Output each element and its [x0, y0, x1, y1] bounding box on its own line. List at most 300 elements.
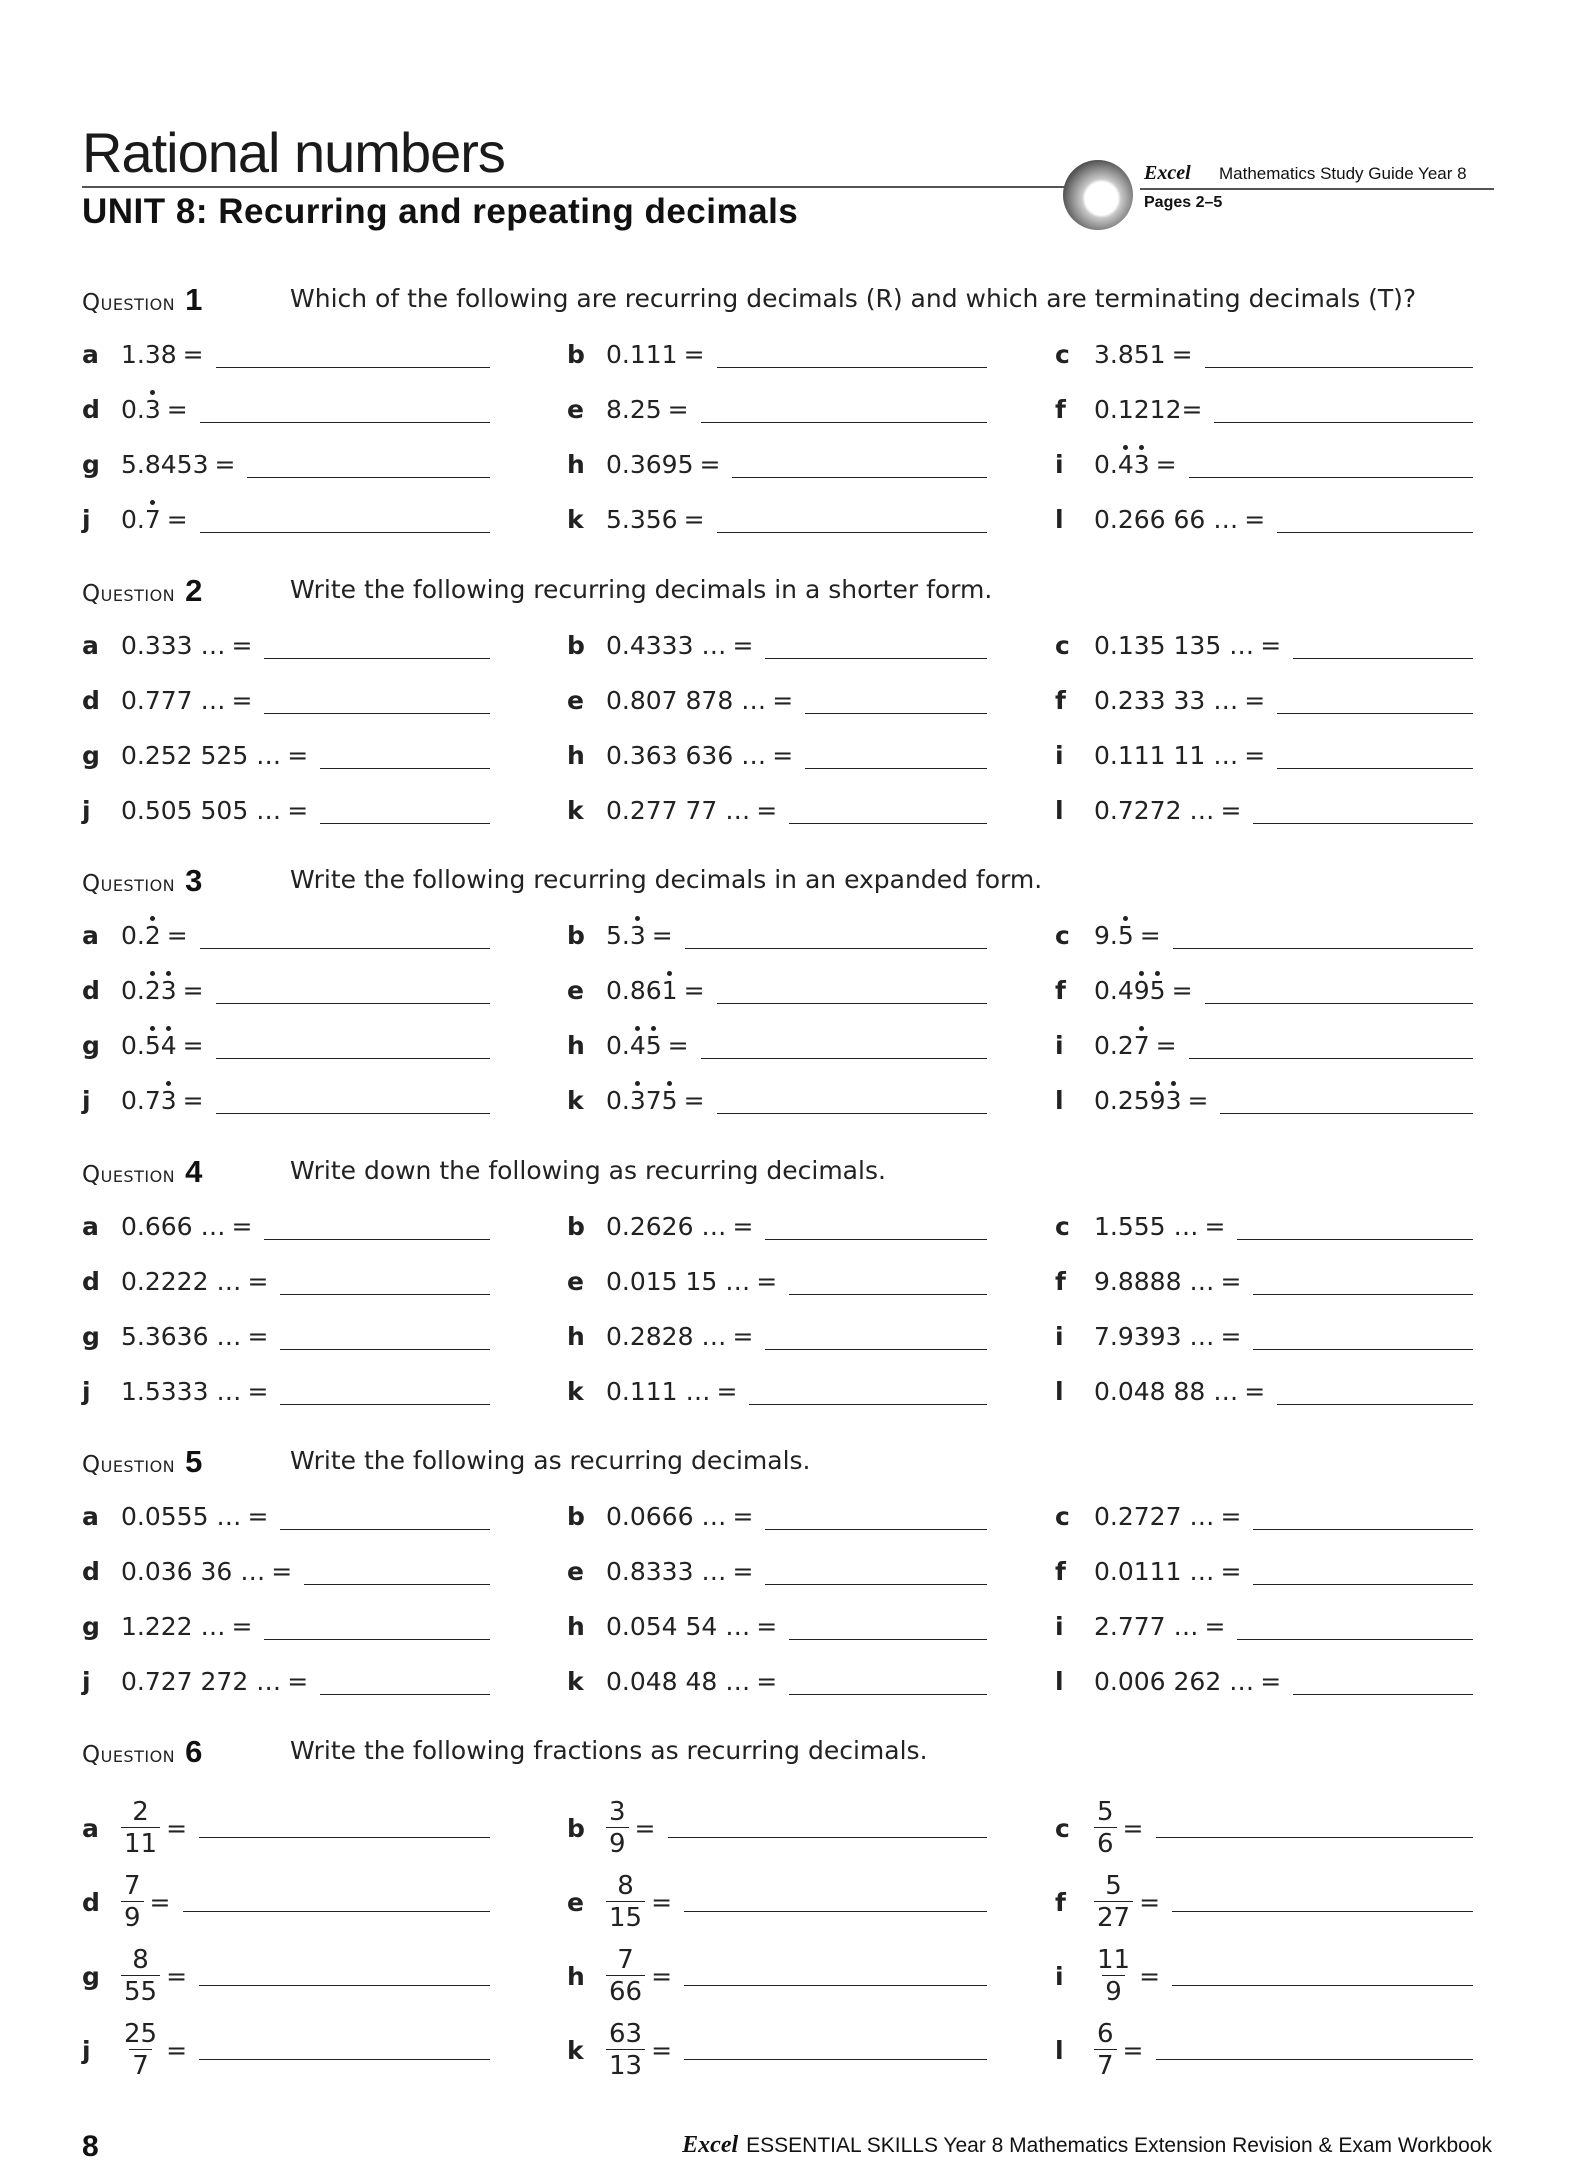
recurring-digit: 9: [1149, 1085, 1166, 1115]
equals-sign: =: [651, 920, 673, 950]
item-expression: [606, 505, 678, 534]
answer-line[interactable]: [216, 367, 490, 368]
item-letter: k: [567, 1376, 584, 1406]
equals-sign: =: [1139, 920, 1161, 950]
item-expression: [121, 1557, 265, 1586]
question-heading: [82, 1734, 202, 1774]
item-letter: i: [1055, 1961, 1064, 1991]
equals-sign: =: [231, 1211, 253, 1241]
expression-text: 0.: [121, 504, 145, 534]
question-item: [567, 1606, 987, 1646]
answer-line[interactable]: [805, 713, 987, 714]
answer-line[interactable]: [1253, 1584, 1473, 1585]
answer-line[interactable]: [1253, 823, 1473, 824]
item-expression: [1094, 976, 1166, 1005]
answer-line[interactable]: [1156, 2059, 1474, 2060]
answer-line[interactable]: [199, 1985, 490, 1986]
item-expression: [1094, 1212, 1199, 1241]
item-letter: d: [82, 1266, 100, 1296]
item-expression: [121, 1612, 226, 1641]
expression-text: 0.777 …: [121, 685, 226, 715]
question-item: [1055, 915, 1473, 955]
answer-line[interactable]: [684, 2059, 987, 2060]
question-item: [567, 915, 987, 955]
answer-line[interactable]: [200, 532, 490, 533]
answer-line[interactable]: [1214, 422, 1473, 423]
item-letter: b: [567, 630, 585, 660]
question-item: [82, 1206, 490, 1246]
answer-line[interactable]: [732, 477, 987, 478]
answer-line[interactable]: [1293, 1694, 1473, 1695]
item-expression: [1094, 741, 1238, 770]
equals-sign: =: [166, 1961, 188, 1991]
question-word: Question: [82, 581, 176, 607]
title-divider: [82, 186, 1067, 188]
answer-line[interactable]: [264, 658, 490, 659]
item-letter: g: [82, 1030, 100, 1060]
answer-line[interactable]: [199, 1837, 490, 1838]
answer-line[interactable]: [1277, 1404, 1473, 1405]
answer-line[interactable]: [1237, 1239, 1473, 1240]
equals-sign: =: [1122, 1813, 1144, 1843]
item-expression: [121, 1086, 177, 1115]
item-expression: [606, 1086, 678, 1115]
answer-line[interactable]: [280, 1294, 490, 1295]
question-item: [567, 1316, 987, 1356]
equals-sign: =: [1260, 1666, 1282, 1696]
answer-line[interactable]: [805, 768, 987, 769]
item-expression: [121, 450, 208, 479]
equals-sign: =: [214, 449, 236, 479]
question-number: 2: [185, 573, 203, 608]
question-heading: [82, 573, 202, 613]
equals-sign: =: [1220, 1321, 1242, 1351]
expression-text: 0.2727 …: [1094, 1501, 1215, 1531]
item-expression: [1094, 1377, 1238, 1406]
answer-line[interactable]: [1189, 1058, 1473, 1059]
item-letter: k: [567, 795, 584, 825]
equals-sign: =: [651, 2035, 673, 2065]
answer-line[interactable]: [1253, 1294, 1473, 1295]
answer-line[interactable]: [1277, 532, 1473, 533]
answer-line[interactable]: [1277, 768, 1473, 769]
item-expression: [606, 631, 726, 660]
recurring-digit: 4: [160, 1030, 177, 1060]
question-item: [82, 970, 490, 1010]
question-item: [567, 735, 987, 775]
item-expression: [1094, 631, 1254, 660]
equals-sign: =: [1244, 504, 1266, 534]
equals-sign: =: [166, 504, 188, 534]
answer-line[interactable]: [765, 1349, 987, 1350]
expression-text: 0.1212: [1094, 394, 1182, 424]
expression-text: 5.8453: [121, 449, 209, 479]
question-item: [1055, 1206, 1473, 1246]
answer-line[interactable]: [685, 948, 987, 949]
item-letter: g: [82, 1961, 100, 1991]
item-letter: b: [567, 1501, 585, 1531]
item-expression: [606, 1212, 726, 1241]
question-item: [1055, 1796, 1473, 1860]
fraction-numerator: 7: [617, 1945, 634, 1975]
equals-sign: =: [772, 685, 794, 715]
answer-line[interactable]: [789, 1694, 987, 1695]
expression-text: 5.356: [606, 504, 678, 534]
question-item: [1055, 499, 1473, 539]
fraction: [606, 1873, 645, 1931]
answer-line[interactable]: [701, 422, 987, 423]
recurring-digit: 3: [160, 975, 177, 1005]
fraction-denominator: 9: [606, 1827, 629, 1857]
item-letter: c: [1055, 1813, 1070, 1843]
fraction: [1094, 1947, 1133, 2005]
fraction-numerator: 5: [1105, 1871, 1122, 1901]
answer-line[interactable]: [1156, 1837, 1474, 1838]
expression-text: 0.0111 …: [1094, 1556, 1215, 1586]
question-item: [82, 1606, 490, 1646]
answer-line[interactable]: [247, 477, 490, 478]
item-letter: c: [1055, 339, 1070, 369]
item-letter: a: [82, 339, 99, 369]
item-letter: l: [1055, 2035, 1064, 2065]
item-letter: f: [1055, 685, 1066, 715]
expression-text: 0.048 48 …: [606, 1666, 751, 1696]
item-expression: [606, 2021, 645, 2079]
expression-text: 1.555 …: [1094, 1211, 1199, 1241]
fraction-numerator: 3: [609, 1797, 626, 1827]
question-item: [1055, 1371, 1473, 1411]
answer-line[interactable]: [216, 1003, 490, 1004]
answer-line[interactable]: [1253, 1349, 1473, 1350]
equals-sign: =: [1220, 1556, 1242, 1586]
equals-sign: =: [772, 740, 794, 770]
equals-sign: =: [1204, 1611, 1226, 1641]
expression-text: 0.0666 …: [606, 1501, 727, 1531]
item-expression: [121, 796, 281, 825]
fraction: [606, 1799, 629, 1857]
item-expression: [606, 450, 693, 479]
item-expression: [1094, 1873, 1133, 1931]
question-heading: [82, 863, 202, 903]
question-item: [82, 1944, 490, 2008]
expression-text: 0.2626 …: [606, 1211, 727, 1241]
fraction-denominator: 55: [121, 1975, 160, 2005]
item-expression: [1094, 1086, 1181, 1115]
recurring-digit: 3: [1165, 1085, 1182, 1115]
equals-sign: =: [231, 1611, 253, 1641]
answer-line[interactable]: [717, 367, 987, 368]
question-item: [1055, 1496, 1473, 1536]
expression-text: 0.: [606, 1030, 630, 1060]
answer-line[interactable]: [789, 1639, 987, 1640]
equals-sign: =: [683, 339, 705, 369]
fraction: [121, 1947, 160, 2005]
recurring-digit: 2: [144, 920, 161, 950]
answer-line[interactable]: [765, 1239, 987, 1240]
answer-line[interactable]: [1277, 713, 1473, 714]
equals-sign: =: [182, 1030, 204, 1060]
equals-sign: =: [732, 1321, 754, 1351]
recurring-digit: 5: [1149, 975, 1166, 1005]
question-word: Question: [82, 1742, 176, 1768]
equals-sign: =: [182, 339, 204, 369]
answer-line[interactable]: [1189, 477, 1473, 478]
unit-title: UNIT 8: Recurring and repeating decimals: [82, 192, 799, 231]
item-letter: i: [1055, 1611, 1064, 1641]
answer-line[interactable]: [320, 823, 490, 824]
answer-line[interactable]: [304, 1584, 490, 1585]
answer-line[interactable]: [684, 1911, 987, 1912]
item-letter: l: [1055, 1085, 1064, 1115]
answer-line[interactable]: [701, 1058, 987, 1059]
answer-line[interactable]: [1205, 367, 1473, 368]
answer-line[interactable]: [789, 1294, 987, 1295]
equals-sign: =: [683, 1085, 705, 1115]
question-item: [567, 444, 987, 484]
item-expression: [606, 1377, 711, 1406]
item-expression: [1094, 1557, 1214, 1586]
question-item: [1055, 1870, 1473, 1934]
question-item: [82, 1551, 490, 1591]
equals-sign: =: [247, 1376, 269, 1406]
question-item: [82, 1261, 490, 1301]
fraction: [121, 1873, 144, 1931]
answer-line[interactable]: [684, 1985, 987, 1986]
question-item: [1055, 680, 1473, 720]
expression-text: 0.111 11 …: [1094, 740, 1239, 770]
expression-text: 9.: [1094, 920, 1118, 950]
item-expression: [606, 1799, 629, 1857]
recurring-digit: 1: [661, 975, 678, 1005]
item-letter: j: [82, 504, 91, 534]
answer-line[interactable]: [280, 1349, 490, 1350]
item-letter: b: [567, 1813, 585, 1843]
item-letter: d: [82, 1556, 100, 1586]
question-item: [1055, 790, 1473, 830]
item-expression: [606, 1612, 750, 1641]
reference-divider: [1140, 188, 1494, 190]
recurring-digit: 3: [629, 1085, 646, 1115]
item-expression: [606, 1947, 645, 2005]
item-letter: i: [1055, 740, 1064, 770]
item-expression: [1094, 1799, 1117, 1857]
item-letter: i: [1055, 1321, 1064, 1351]
expression-text: 0.015 15 …: [606, 1266, 751, 1296]
item-letter: g: [82, 1611, 100, 1641]
item-letter: e: [567, 1266, 584, 1296]
answer-line[interactable]: [668, 1837, 988, 1838]
expression-text: 0.: [121, 1030, 145, 1060]
answer-line[interactable]: [216, 1113, 490, 1114]
answer-line[interactable]: [765, 1529, 987, 1530]
item-expression: [1094, 1667, 1254, 1696]
item-expression: [1094, 1322, 1214, 1351]
item-expression: [1094, 505, 1238, 534]
equals-sign: =: [1155, 449, 1177, 479]
question-item: [82, 1371, 490, 1411]
expression-text: 0.2: [1094, 1030, 1134, 1060]
equals-sign: =: [756, 795, 778, 825]
equals-sign: =: [1260, 630, 1282, 660]
question-number: 1: [185, 282, 203, 317]
question-item: [1055, 2018, 1473, 2082]
question-number: 6: [185, 1734, 203, 1769]
item-letter: i: [1055, 1030, 1064, 1060]
item-letter: k: [567, 1085, 584, 1115]
answer-line[interactable]: [765, 1584, 987, 1585]
answer-line[interactable]: [199, 2059, 490, 2060]
fraction: [121, 2021, 160, 2079]
answer-line[interactable]: [1253, 1529, 1473, 1530]
equals-sign: =: [231, 630, 253, 660]
item-expression: [121, 741, 281, 770]
reference-pages: Pages 2–5: [1144, 194, 1223, 211]
item-expression: [121, 1031, 177, 1060]
expression-text: 0.252 525 …: [121, 740, 282, 770]
item-letter: b: [567, 339, 585, 369]
item-expression: [606, 741, 766, 770]
fraction-denominator: 27: [1094, 1901, 1133, 1931]
fraction-numerator: 25: [124, 2019, 158, 2049]
item-expression: [606, 686, 766, 715]
expression-text: 0.2222 …: [121, 1266, 242, 1296]
question-number: 4: [185, 1154, 203, 1189]
answer-line[interactable]: [1237, 1639, 1473, 1640]
answer-line[interactable]: [789, 823, 987, 824]
fraction-denominator: 9: [1102, 1975, 1125, 2005]
item-letter: h: [567, 1961, 585, 1991]
question-item: [82, 625, 490, 665]
expression-text: 1.38: [121, 339, 177, 369]
expression-text: 5.3636 …: [121, 1321, 242, 1351]
question-item: [1055, 625, 1473, 665]
item-letter: a: [82, 1813, 99, 1843]
equals-sign: =: [287, 1666, 309, 1696]
item-letter: d: [82, 685, 100, 715]
answer-line[interactable]: [200, 422, 490, 423]
expression-text: 0.666 …: [121, 1211, 226, 1241]
expression-text: 5.: [606, 920, 630, 950]
question-item: [1055, 389, 1473, 429]
answer-line[interactable]: [320, 768, 490, 769]
item-expression: [1094, 921, 1134, 950]
item-letter: c: [1055, 920, 1070, 950]
expression-text: 0.048 88 …: [1094, 1376, 1239, 1406]
item-expression: [606, 1031, 662, 1060]
item-expression: [1094, 450, 1150, 479]
item-letter: h: [567, 449, 585, 479]
question-instruction: Write the following recurring decimals in a shorter form.: [290, 575, 993, 604]
answer-line[interactable]: [264, 713, 490, 714]
item-letter: a: [82, 920, 99, 950]
answer-line[interactable]: [1220, 1113, 1473, 1114]
equals-sign: =: [683, 975, 705, 1005]
item-expression: [121, 1377, 241, 1406]
expression-text: 0.054 54 …: [606, 1611, 751, 1641]
answer-line[interactable]: [200, 948, 490, 949]
answer-line[interactable]: [216, 1058, 490, 1059]
answer-line[interactable]: [717, 1113, 987, 1114]
answer-line[interactable]: [1172, 1911, 1473, 1912]
question-item: [567, 1080, 987, 1120]
question-word: Question: [82, 290, 176, 316]
equals-sign: =: [1139, 1887, 1161, 1917]
answer-line[interactable]: [280, 1404, 490, 1405]
item-expression: [606, 340, 678, 369]
recurring-digit: 5: [661, 1085, 678, 1115]
fraction-denominator: 7: [1094, 2049, 1117, 2079]
answer-line[interactable]: [717, 1003, 987, 1004]
recurring-digit: 5: [1117, 920, 1134, 950]
answer-line[interactable]: [1172, 1985, 1473, 1986]
item-expression: [1094, 1502, 1214, 1531]
fraction-numerator: 11: [1097, 1945, 1131, 1975]
expression-text: 0.036 36 …: [121, 1556, 266, 1586]
question-item: [82, 1870, 490, 1934]
answer-line[interactable]: [749, 1404, 987, 1405]
equals-sign: =: [1244, 685, 1266, 715]
question-item: [82, 1796, 490, 1860]
equals-sign: =: [247, 1501, 269, 1531]
item-letter: c: [1055, 1211, 1070, 1241]
question-item: [567, 1661, 987, 1701]
answer-line[interactable]: [765, 658, 987, 659]
equals-sign: =: [1155, 1030, 1177, 1060]
question-item: [82, 444, 490, 484]
equals-sign: =: [182, 975, 204, 1005]
item-expression: [121, 340, 177, 369]
question-item: [567, 499, 987, 539]
answer-line[interactable]: [1205, 1003, 1473, 1004]
item-expression: [606, 796, 750, 825]
equals-sign: =: [1171, 975, 1193, 1005]
answer-line[interactable]: [264, 1639, 490, 1640]
equals-sign: =: [182, 1085, 204, 1115]
question-item: [1055, 1316, 1473, 1356]
equals-sign: =: [1220, 795, 1242, 825]
answer-line[interactable]: [1293, 658, 1473, 659]
answer-line[interactable]: [1173, 948, 1473, 949]
question-item: [567, 1796, 987, 1860]
answer-line[interactable]: [264, 1239, 490, 1240]
expression-text: 0.: [121, 920, 145, 950]
recurring-digit: 2: [144, 975, 161, 1005]
answer-line[interactable]: [717, 532, 987, 533]
fraction-denominator: 7: [129, 2049, 152, 2079]
item-letter: e: [567, 394, 584, 424]
fraction-numerator: 8: [132, 1945, 149, 1975]
question-item: [82, 790, 490, 830]
item-letter: k: [567, 504, 584, 534]
question-item: [1055, 1025, 1473, 1065]
equals-sign: =: [247, 1266, 269, 1296]
question-heading: [82, 1444, 202, 1484]
item-letter: k: [567, 2035, 584, 2065]
item-expression: [121, 1212, 226, 1241]
expression-text: 2.777 …: [1094, 1611, 1199, 1641]
recurring-digit: 5: [144, 1030, 161, 1060]
reference-guide: Mathematics Study Guide Year 8: [1219, 164, 1467, 183]
equals-sign: =: [1244, 1376, 1266, 1406]
answer-line[interactable]: [280, 1529, 490, 1530]
expression-text: 1.222 …: [121, 1611, 226, 1641]
expression-text: 9.8888 …: [1094, 1266, 1215, 1296]
question-item: [82, 1025, 490, 1065]
question-item: [82, 735, 490, 775]
footer-text: [682, 2132, 1492, 2159]
answer-line[interactable]: [320, 1694, 490, 1695]
answer-line[interactable]: [183, 1911, 491, 1912]
